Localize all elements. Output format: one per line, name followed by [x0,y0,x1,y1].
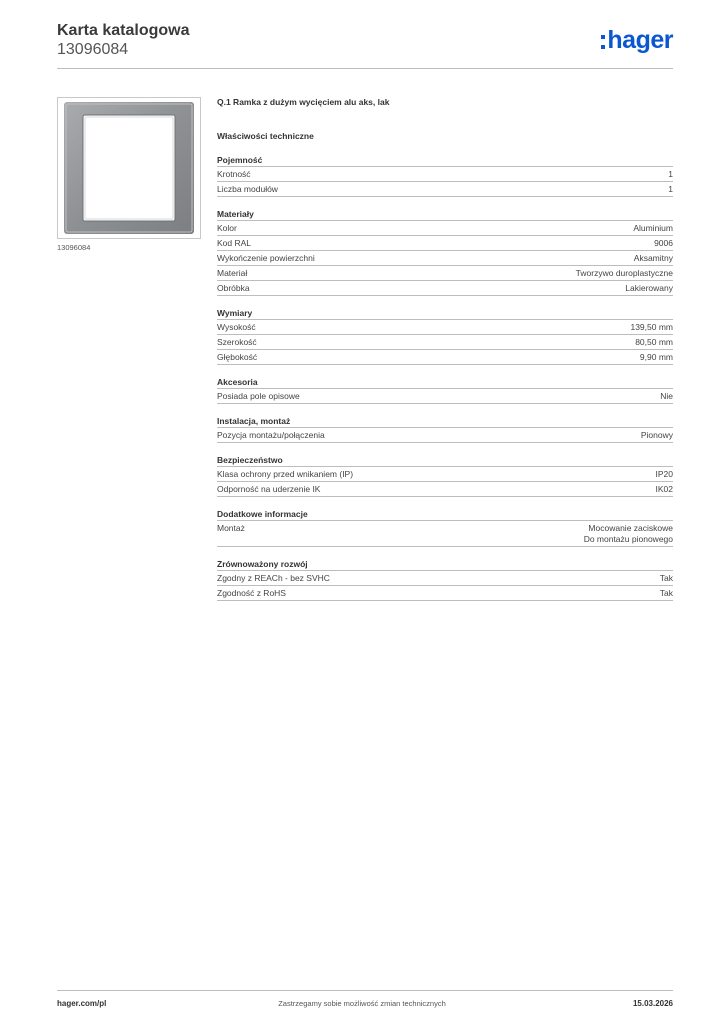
spec-label: Montaż [217,523,245,533]
spec-value: Lakierowany [625,283,673,293]
document-title: Karta katalogowa [57,22,190,39]
group-title: Materiały [217,209,673,221]
group-title: Zrównoważony rozwój [217,559,673,571]
spec-content [217,95,673,601]
spec-value: Nie [660,391,673,401]
document-number: 13096084 [57,41,129,58]
spec-value-line: Mocowanie zaciskowe [588,523,673,533]
spec-row [217,167,673,182]
spec-row [217,266,673,281]
spec-row [217,350,673,365]
spec-value: 9006 [654,238,673,248]
spec-label: Wysokość [217,322,256,332]
spec-row [217,428,673,443]
spec-row [217,335,673,350]
frame-product-image [58,98,200,238]
spec-label: Kod RAL [217,238,252,248]
spec-row [217,389,673,404]
spec-group [217,209,673,296]
product-name: Q.1 Ramka z dużym wycięciem alu aks, lak [217,97,390,107]
spec-value: 80,50 mm [635,337,673,347]
logo-dots-icon [601,35,605,49]
spec-label: Materiał [217,268,248,278]
spec-label: Obróbka [217,283,250,293]
spec-label: Zgodność z RoHS [217,588,286,598]
spec-row [217,251,673,266]
spec-label: Kolor [217,223,237,233]
spec-label: Klasa ochrony przed wnikaniem (IP) [217,469,354,479]
spec-label: Wykończenie powierzchni [217,253,315,263]
section-title: Właściwości techniczne [217,131,314,141]
page-header [57,21,673,69]
spec-row [217,320,673,335]
spec-row [217,521,673,547]
spec-group [217,416,673,443]
spec-label: Posiada pole opisowe [217,391,300,401]
spec-row [217,182,673,197]
spec-group [217,155,673,197]
spec-value-line: Do montażu pionowego [583,534,673,544]
footer-disclaimer: Zastrzegamy sobie możliwość zmian technicznych [278,999,446,1008]
spec-label: Odporność na uderzenie IK [217,484,321,494]
spec-value: 1 [668,184,673,194]
spec-group [217,509,673,547]
hager-logo [601,27,673,53]
spec-value: Tak [659,573,673,583]
spec-value [584,523,673,545]
spec-label: Liczba modułów [217,184,278,194]
spec-row [217,586,673,601]
logo-text: hager [607,26,673,54]
spec-value: Tak [659,588,673,598]
spec-group [217,455,673,497]
group-title: Bezpieczeństwo [217,455,673,467]
spec-row [217,467,673,482]
spec-value: 9,90 mm [639,352,673,362]
footer-date: 15.03.2026 [632,999,673,1008]
spec-label: Krotność [217,169,251,179]
spec-row [217,221,673,236]
group-title: Wymiary [217,308,673,320]
group-title: Dodatkowe informacje [217,509,673,521]
spec-group [217,377,673,404]
spec-row [217,236,673,251]
spec-label: Pozycja montażu/połączenia [217,430,325,440]
spec-row [217,281,673,296]
spec-groups [217,155,673,601]
spec-label: Szerokość [217,337,257,347]
spec-value: Aluminium [633,223,673,233]
spec-value: Pionowy [640,430,673,440]
spec-group [217,308,673,365]
spec-value: Aksamitny [633,253,673,263]
footer-divider [57,990,673,991]
group-title: Pojemność [217,155,673,167]
group-title: Akcesoria [217,377,673,389]
footer-website: hager.com/pl [57,999,107,1008]
spec-label: Głębokość [217,352,258,362]
spec-value: 139,50 mm [630,322,673,332]
spec-label: Zgodny z REACh - bez SVHC [217,573,330,583]
spec-value: IP20 [655,469,673,479]
image-caption: 13096084 [57,243,91,252]
product-image [57,97,201,239]
spec-value: Tworzywo duroplastyczne [575,268,673,278]
spec-row [217,482,673,497]
spec-row [217,571,673,586]
spec-value: 1 [668,169,673,179]
group-title: Instalacja, montaż [217,416,673,428]
spec-group [217,559,673,601]
header-divider [57,68,673,69]
spec-value: IK02 [655,484,673,494]
